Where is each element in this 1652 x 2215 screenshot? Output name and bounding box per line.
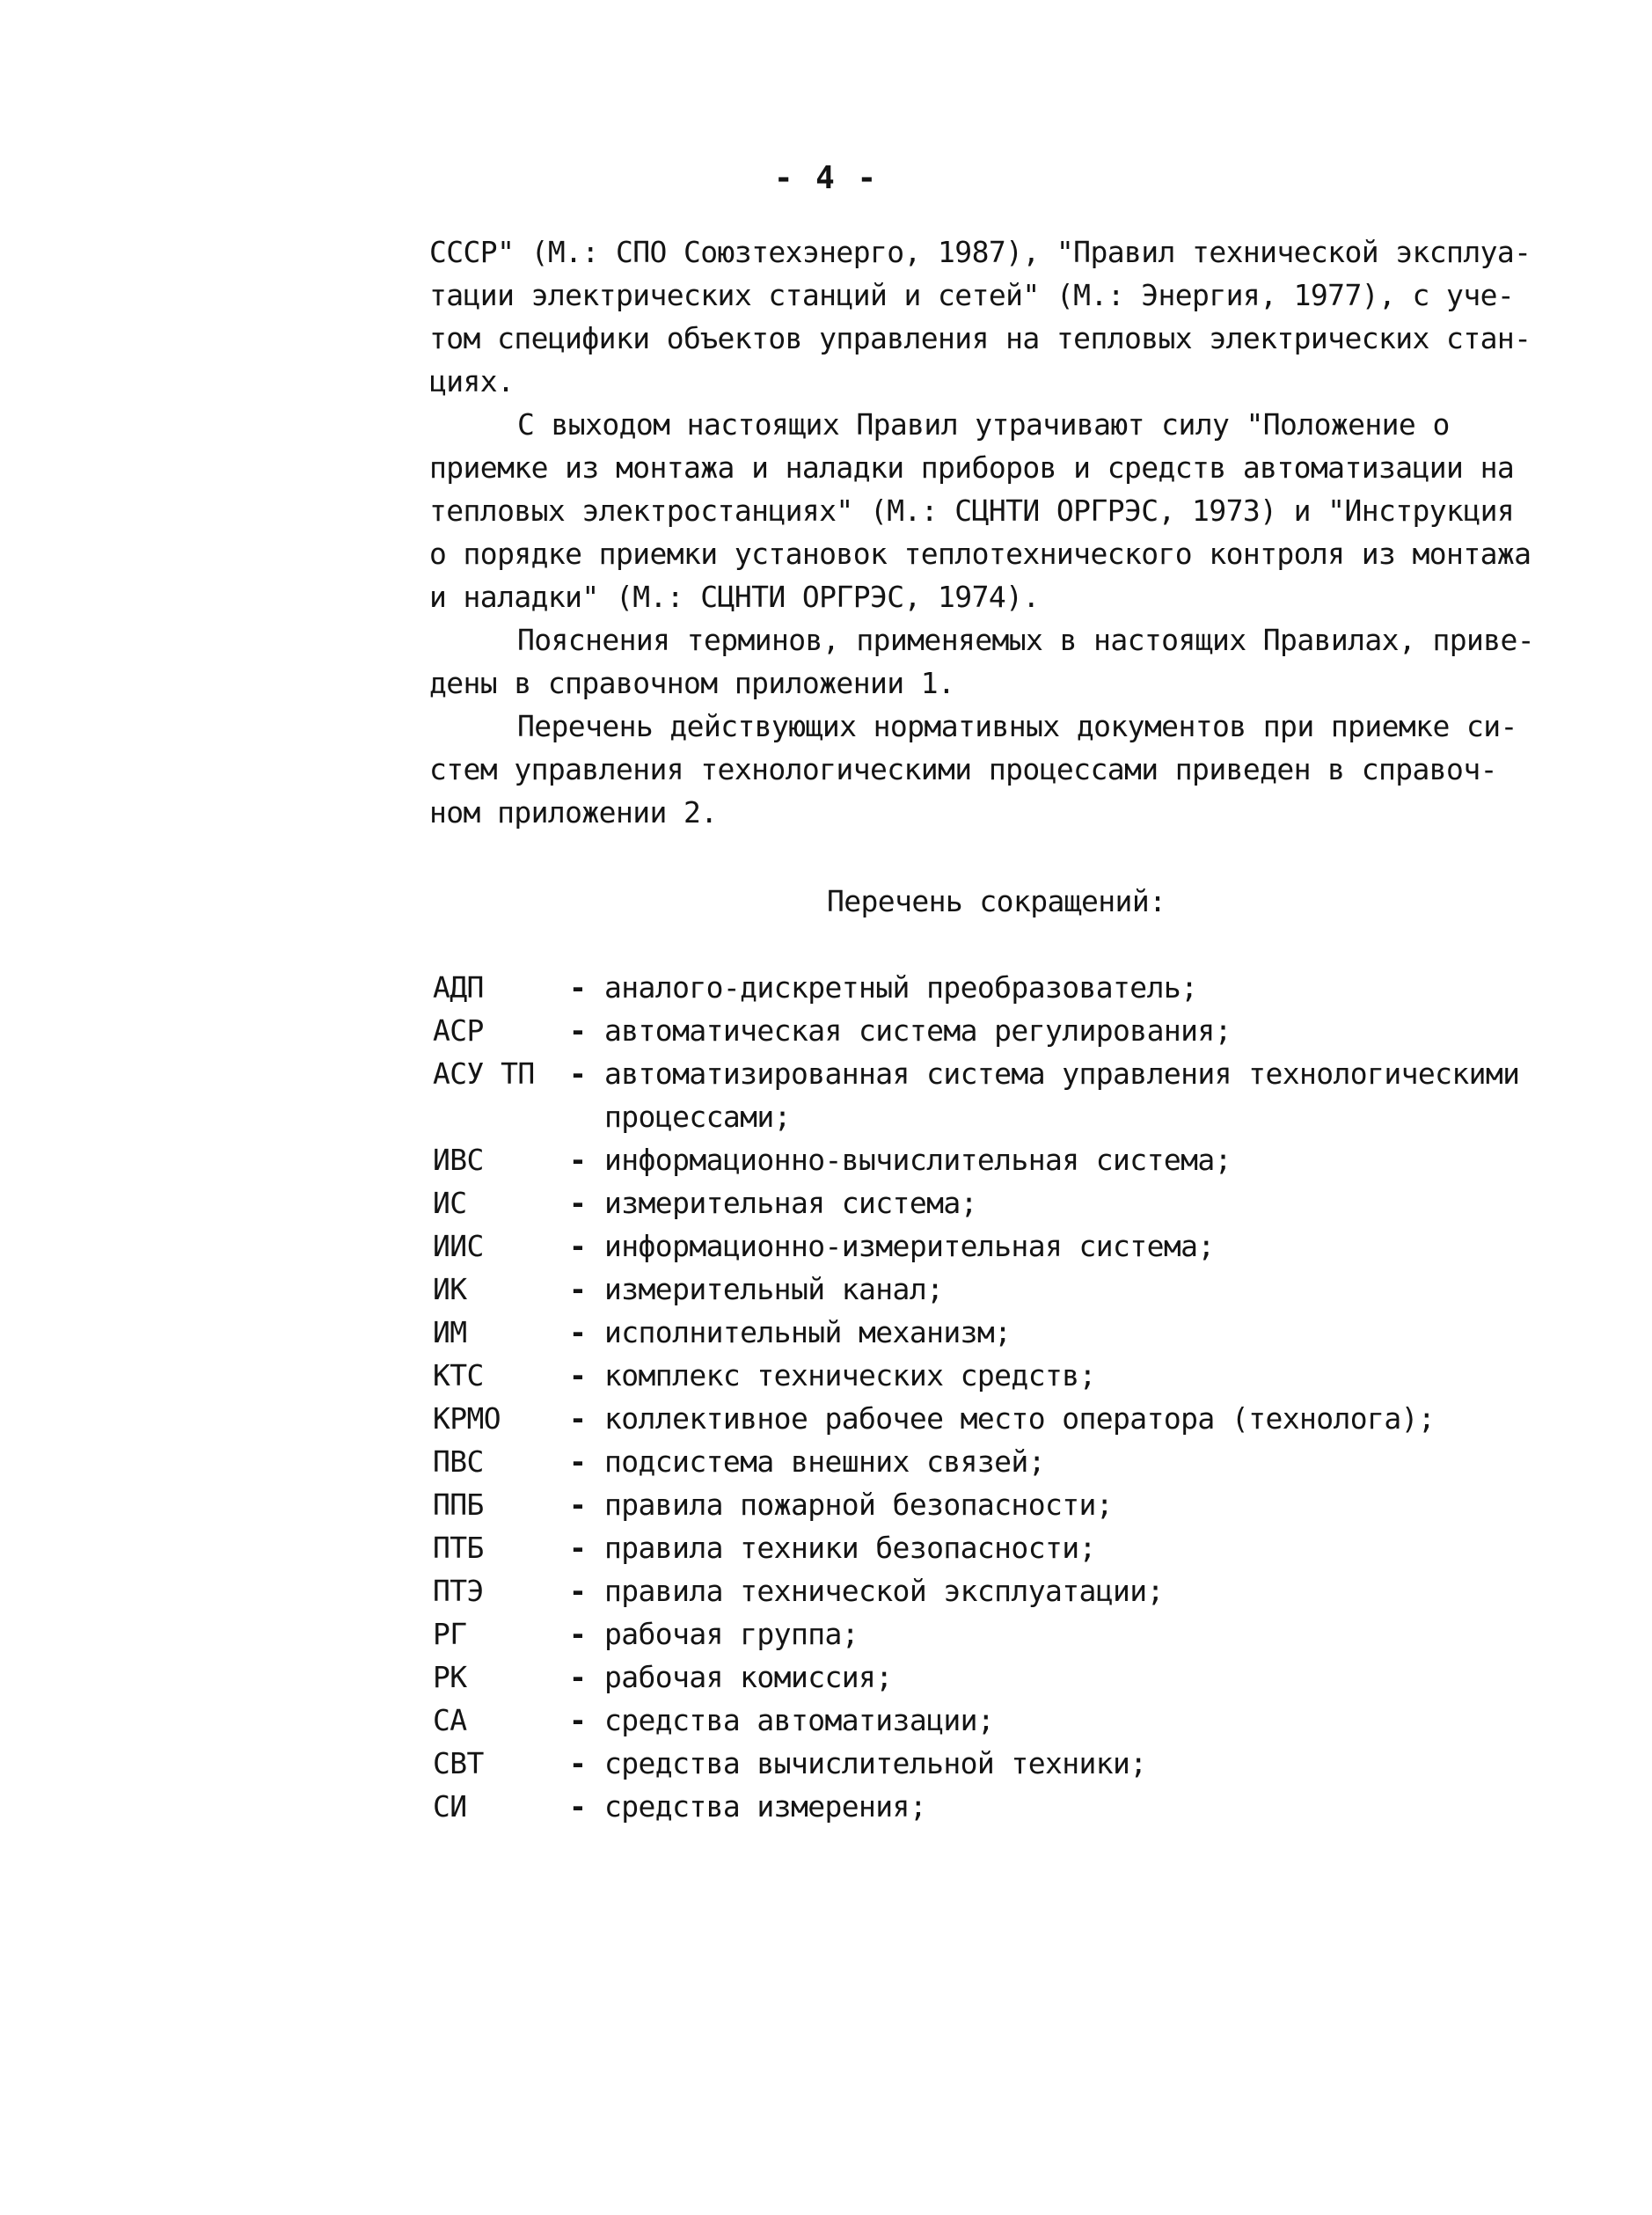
abbreviation-dash: - — [569, 1143, 587, 1177]
abbreviations-heading: Перечень сокращений: — [827, 884, 1166, 918]
abbreviation-definition: коллективное рабочее место оператора (технолога); — [604, 1401, 1436, 1436]
abbreviation-row — [433, 1181, 1594, 1224]
text-line: дены в справочном приложении 1. — [429, 666, 955, 700]
abbreviation-dash: - — [569, 1229, 587, 1263]
page-number: - 4 - — [773, 160, 879, 196]
abbreviation-definition: аналого-дискретный преобразователь; — [604, 970, 1198, 1005]
abbreviation-definition: измерительный канал; — [604, 1272, 944, 1306]
abbreviation-row — [433, 1785, 1594, 1828]
abbreviation-term: КТС — [433, 1358, 484, 1393]
abbreviation-term: РК — [433, 1660, 467, 1694]
text-line: Перечень действующих нормативных документов при приемке си- — [517, 709, 1517, 743]
abbreviation-term: ИК — [433, 1272, 467, 1306]
abbreviation-term: ИИС — [433, 1229, 484, 1263]
abbreviation-row — [433, 1742, 1594, 1785]
abbreviation-row — [433, 1483, 1594, 1526]
abbreviation-row — [433, 1009, 1594, 1052]
abbreviation-row — [433, 1440, 1594, 1483]
paragraph-continuation — [429, 230, 1564, 403]
abbreviation-row — [433, 1526, 1594, 1569]
abbreviation-term: СВТ — [433, 1746, 484, 1780]
abbreviation-term: ППБ — [433, 1488, 484, 1522]
abbreviation-definition: рабочая комиссия; — [604, 1660, 893, 1694]
abbreviation-row — [433, 1699, 1594, 1742]
abbreviation-row — [433, 1612, 1594, 1656]
abbreviation-definition: правила пожарной безопасности; — [604, 1488, 1114, 1522]
text-line: циях. — [429, 364, 515, 398]
abbreviation-term: АСУ ТП — [433, 1056, 535, 1091]
abbreviation-term: ПВС — [433, 1444, 484, 1479]
abbreviation-term: АСР — [433, 1013, 484, 1048]
abbreviation-term: РГ — [433, 1617, 467, 1651]
abbreviations-list — [433, 966, 1594, 1828]
abbreviation-row — [433, 1354, 1594, 1397]
abbreviation-dash: - — [569, 1531, 587, 1565]
abbreviation-term: ПТБ — [433, 1531, 484, 1565]
abbreviation-row — [433, 1138, 1594, 1181]
abbreviation-row — [433, 1397, 1594, 1440]
abbreviation-row — [433, 1268, 1594, 1311]
abbreviation-term: КРМО — [433, 1401, 501, 1436]
text-line: тепловых электростанциях" (М.: СЦНТИ ОРГРЭС, 1973) и "Инструкция — [429, 493, 1515, 528]
abbreviation-term: СИ — [433, 1789, 467, 1824]
abbreviation-term: ИС — [433, 1186, 467, 1220]
abbreviation-definition: подсистема внешних связей; — [604, 1444, 1045, 1479]
text-line: Пояснения терминов, применяемых в настоящих Правилах, приве- — [517, 623, 1535, 657]
abbreviation-dash: - — [569, 1660, 587, 1694]
abbreviation-row — [433, 1311, 1594, 1354]
text-line: С выходом настоящих Правил утрачивают силу "Положение о — [517, 407, 1450, 442]
text-line: о порядке приемки установок теплотехнического контроля из монтажа — [429, 537, 1531, 571]
abbreviation-dash: - — [569, 1315, 587, 1349]
abbreviation-definition: измерительная система; — [604, 1186, 977, 1220]
abbreviation-definition: автоматическая система регулирования; — [604, 1013, 1232, 1048]
abbreviation-row — [433, 1656, 1594, 1699]
abbreviation-definition: информационно-измерительная система; — [604, 1229, 1215, 1263]
abbreviation-dash: - — [569, 1272, 587, 1306]
abbreviation-definition: информационно-вычислительная система; — [604, 1143, 1232, 1177]
text-line: СССР" (М.: СПО Союзтехэнерго, 1987), "Правил технической эксплуа- — [429, 235, 1531, 269]
abbreviation-dash: - — [569, 1444, 587, 1479]
abbreviation-row — [433, 966, 1594, 1009]
paragraph-terms — [429, 618, 1564, 705]
abbreviation-dash: - — [569, 1358, 587, 1393]
abbreviation-definition: рабочая группа; — [604, 1617, 859, 1651]
abbreviation-term: АДП — [433, 970, 484, 1005]
abbreviation-definition: средства автоматизации; — [604, 1703, 995, 1737]
abbreviation-dash: - — [569, 970, 587, 1005]
abbreviation-dash: - — [569, 1401, 587, 1436]
abbreviation-dash: - — [569, 1186, 587, 1220]
abbreviation-definition: средства измерения; — [604, 1789, 927, 1824]
text-line: и наладки" (М.: СЦНТИ ОРГРЭС, 1974). — [429, 580, 1040, 614]
abbreviation-dash: - — [569, 1746, 587, 1780]
body-text — [429, 230, 1564, 834]
abbreviation-row — [433, 1052, 1594, 1138]
text-line: приемке из монтажа и наладки приборов и средств автоматизации на — [429, 450, 1515, 485]
abbreviation-definition: исполнительный механизм; — [604, 1315, 1012, 1349]
abbreviation-term: ИВС — [433, 1143, 484, 1177]
abbreviation-term: ИМ — [433, 1315, 467, 1349]
paragraph-superseded-documents — [429, 403, 1564, 618]
abbreviation-dash: - — [569, 1013, 587, 1048]
abbreviation-row — [433, 1224, 1594, 1268]
text-line: ном приложении 2. — [429, 795, 718, 830]
paragraph-normative-documents — [429, 705, 1564, 834]
abbreviation-definition: автоматизированная система управления технологическими процессами; — [604, 1056, 1520, 1134]
text-line: том специфики объектов управления на тепловых электрических стан- — [429, 321, 1531, 355]
abbreviation-definition: правила техники безопасности; — [604, 1531, 1096, 1565]
text-line: стем управления технологическими процессами приведен в справоч- — [429, 752, 1497, 786]
abbreviation-dash: - — [569, 1789, 587, 1824]
abbreviation-dash: - — [569, 1703, 587, 1737]
abbreviation-definition: правила технической эксплуатации; — [604, 1574, 1164, 1608]
abbreviation-dash: - — [569, 1617, 587, 1651]
text-line: тации электрических станций и сетей" (М.: Энергия, 1977), с уче- — [429, 278, 1515, 312]
abbreviation-term: ПТЭ — [433, 1574, 484, 1608]
abbreviation-definition: комплекс технических средств; — [604, 1358, 1096, 1393]
abbreviation-dash: - — [569, 1056, 587, 1091]
abbreviation-dash: - — [569, 1574, 587, 1608]
abbreviation-row — [433, 1569, 1594, 1612]
abbreviation-term: СА — [433, 1703, 467, 1737]
abbreviation-definition: средства вычислительной техники; — [604, 1746, 1147, 1780]
abbreviation-dash: - — [569, 1488, 587, 1522]
